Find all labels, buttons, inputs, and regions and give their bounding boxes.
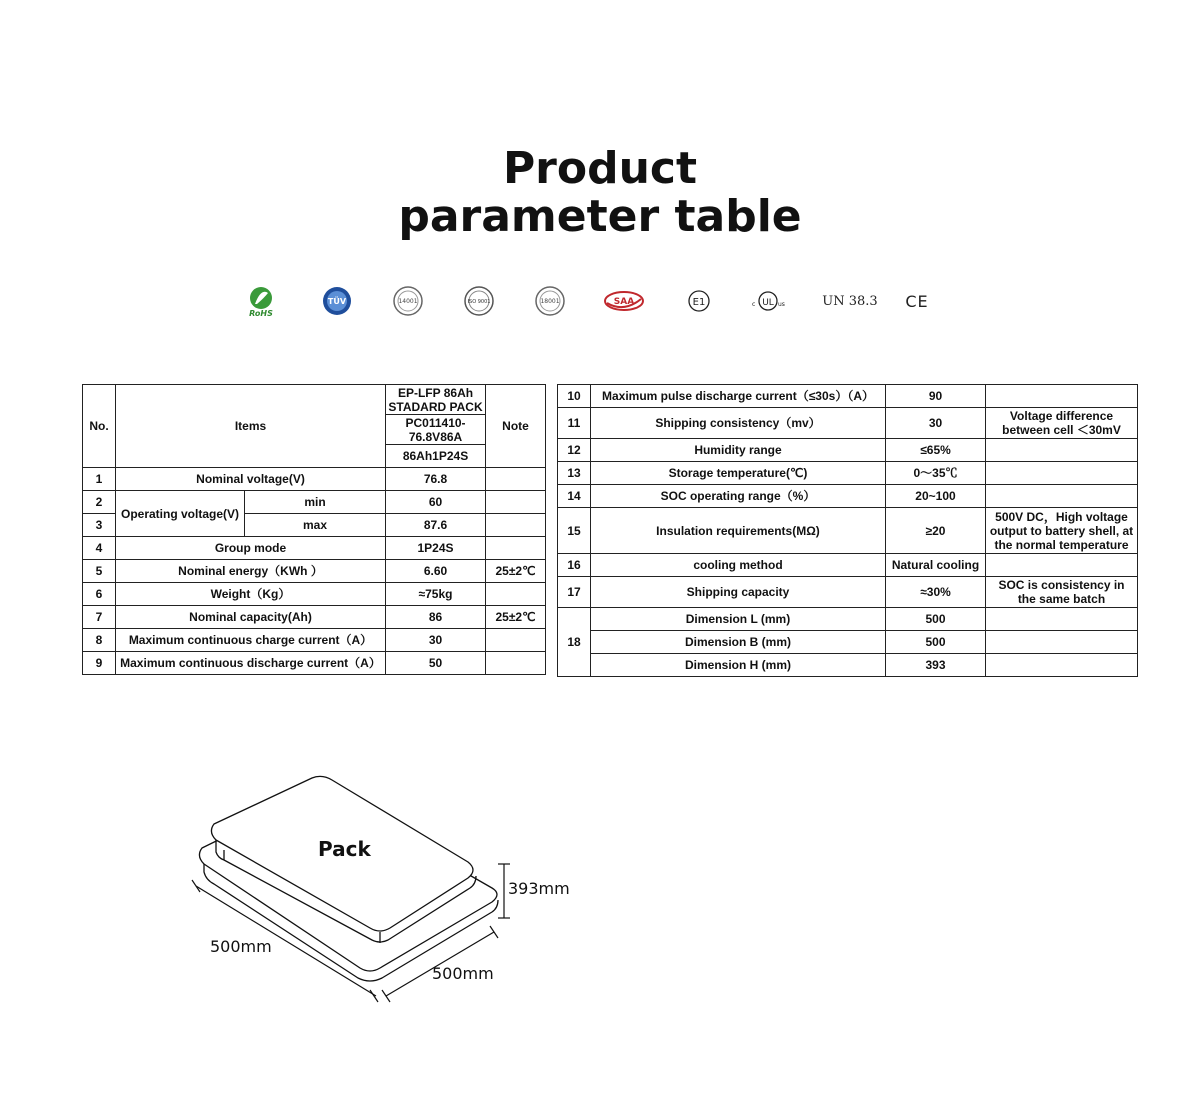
row-no: 18 <box>558 608 591 677</box>
tuv-icon <box>320 283 354 319</box>
row-note: 25±2℃ <box>486 606 546 629</box>
row-no: 6 <box>83 583 116 606</box>
table-row <box>558 554 1138 577</box>
header-no: No. <box>83 385 116 468</box>
row-value: ≈30% <box>886 577 986 608</box>
row-item: Dimension B (mm) <box>591 631 886 654</box>
parameter-table-right <box>557 384 1138 677</box>
row-note <box>986 554 1138 577</box>
row-item: SOC operating range（%） <box>591 485 886 508</box>
table-row <box>558 608 1138 631</box>
table-row <box>83 560 546 583</box>
row-item: Dimension L (mm) <box>591 608 886 631</box>
row-note <box>986 439 1138 462</box>
page-title <box>0 145 1200 241</box>
cert-label: UL <box>762 298 774 308</box>
cert-label: SAA <box>613 297 635 307</box>
row-value: ≈75kg <box>386 583 486 606</box>
row-item: cooling method <box>591 554 886 577</box>
row-item: Storage temperature(℃) <box>591 462 886 485</box>
row-value: ≤65% <box>886 439 986 462</box>
cert-label: TÜV <box>327 297 347 306</box>
row-item: Maximum continuous discharge current（A） <box>116 652 386 675</box>
row-no: 8 <box>83 629 116 652</box>
row-item: Humidity range <box>591 439 886 462</box>
row-note <box>986 385 1138 408</box>
row-item: Weight（Kg） <box>116 583 386 606</box>
cert-label: 14001 <box>398 298 418 305</box>
cert-label: UN 38.3 <box>822 293 878 309</box>
row-item: Maximum continuous charge current（A） <box>116 629 386 652</box>
rohs-icon <box>243 283 279 319</box>
row-value: 30 <box>386 629 486 652</box>
row-value: 90 <box>886 385 986 408</box>
row-no: 9 <box>83 652 116 675</box>
row-item: Nominal voltage(V) <box>116 468 386 491</box>
table-row <box>83 629 546 652</box>
row-item: Group mode <box>116 537 386 560</box>
table-row <box>83 491 546 514</box>
row-note: Voltage difference between cell ＜30mV <box>986 408 1138 439</box>
row-no: 11 <box>558 408 591 439</box>
table-row <box>558 508 1138 554</box>
table-row <box>83 606 546 629</box>
row-item: Dimension H (mm) <box>591 654 886 677</box>
row-note <box>486 514 546 537</box>
table-row <box>558 485 1138 508</box>
row-no: 17 <box>558 577 591 608</box>
row-value: 0～35℃ <box>886 462 986 485</box>
row-no: 14 <box>558 485 591 508</box>
row-item: Shipping capacity <box>591 577 886 608</box>
table-row <box>558 385 1138 408</box>
un383-icon <box>820 283 880 319</box>
row-note <box>986 485 1138 508</box>
row-no: 2 <box>83 491 116 514</box>
cert-label: RoHS <box>249 309 273 318</box>
row-note <box>986 608 1138 631</box>
row-sub: min <box>245 491 386 514</box>
header-model-config: 86Ah1P24S <box>386 445 486 468</box>
iso9001-icon <box>462 283 496 319</box>
saa-icon <box>602 283 646 319</box>
title-line-1: Product <box>502 143 698 194</box>
row-no: 13 <box>558 462 591 485</box>
iso18001-icon <box>533 283 567 319</box>
row-item: Nominal energy（KWh ） <box>116 560 386 583</box>
e1-icon <box>686 283 712 319</box>
table-row <box>558 631 1138 654</box>
parameter-table-left <box>82 384 546 675</box>
cert-label: E1 <box>692 297 706 308</box>
width-dimension-label: 500mm <box>432 964 494 983</box>
row-item: Maximum pulse discharge current（≤30s）（A） <box>591 385 886 408</box>
pack-dimension-drawing <box>180 760 600 1060</box>
row-note <box>486 537 546 560</box>
row-note <box>486 583 546 606</box>
row-no: 12 <box>558 439 591 462</box>
row-value: 86 <box>386 606 486 629</box>
row-value: 30 <box>886 408 986 439</box>
row-note <box>486 468 546 491</box>
row-note: 25±2℃ <box>486 560 546 583</box>
row-value: ≥20 <box>886 508 986 554</box>
table-row <box>558 408 1138 439</box>
row-value: 1P24S <box>386 537 486 560</box>
svg-text:us: us <box>778 301 785 308</box>
ul-icon <box>748 283 788 319</box>
table-row <box>83 583 546 606</box>
row-no: 3 <box>83 514 116 537</box>
row-value: 76.8 <box>386 468 486 491</box>
cert-label: 18001 <box>540 298 560 305</box>
row-value: 20~100 <box>886 485 986 508</box>
table-row <box>558 577 1138 608</box>
header-items: Items <box>116 385 386 468</box>
header-model-name: EP-LFP 86Ah STADARD PACK <box>386 385 486 415</box>
row-no: 5 <box>83 560 116 583</box>
row-no: 4 <box>83 537 116 560</box>
pack-label: Pack <box>318 837 371 861</box>
row-value: 500 <box>886 631 986 654</box>
row-sub: max <box>245 514 386 537</box>
row-note <box>986 654 1138 677</box>
table-row <box>558 654 1138 677</box>
table-row <box>83 652 546 675</box>
row-value: 500 <box>886 608 986 631</box>
row-item: Insulation requirements(MΩ) <box>591 508 886 554</box>
cert-label: CE <box>905 291 929 311</box>
certification-logos <box>0 283 1200 319</box>
row-value: 60 <box>386 491 486 514</box>
row-note <box>986 462 1138 485</box>
row-note: SOC is consistency in the same batch <box>986 577 1138 608</box>
row-no: 7 <box>83 606 116 629</box>
title-line-2: parameter table <box>398 191 802 242</box>
row-item: Nominal capacity(Ah) <box>116 606 386 629</box>
row-note <box>486 629 546 652</box>
row-value: 6.60 <box>386 560 486 583</box>
row-value: Natural cooling <box>886 554 986 577</box>
row-value: 50 <box>386 652 486 675</box>
row-no: 1 <box>83 468 116 491</box>
row-no: 16 <box>558 554 591 577</box>
row-value: 87.6 <box>386 514 486 537</box>
row-value: 393 <box>886 654 986 677</box>
height-dimension-label: 393mm <box>508 879 570 898</box>
header-model-code: PC011410-76.8V86A <box>386 415 486 445</box>
iso14001-icon <box>391 283 425 319</box>
table-row <box>558 439 1138 462</box>
row-note <box>986 631 1138 654</box>
row-item: Shipping consistency（mv） <box>591 408 886 439</box>
row-no: 15 <box>558 508 591 554</box>
table-row <box>558 462 1138 485</box>
row-note: 500V DC，High voltage output to battery shell, at the normal temperature <box>986 508 1138 554</box>
row-note <box>486 652 546 675</box>
table-row <box>83 537 546 560</box>
header-note: Note <box>486 385 546 468</box>
row-note <box>486 491 546 514</box>
ce-icon <box>902 283 932 319</box>
cert-label: ISO 9001 <box>467 299 491 305</box>
table-row <box>83 468 546 491</box>
svg-text:c: c <box>752 301 756 308</box>
row-no: 10 <box>558 385 591 408</box>
row-item: Operating voltage(V) <box>116 491 245 537</box>
pack-outline-illustration <box>180 760 600 1060</box>
length-dimension-label: 500mm <box>210 937 272 956</box>
